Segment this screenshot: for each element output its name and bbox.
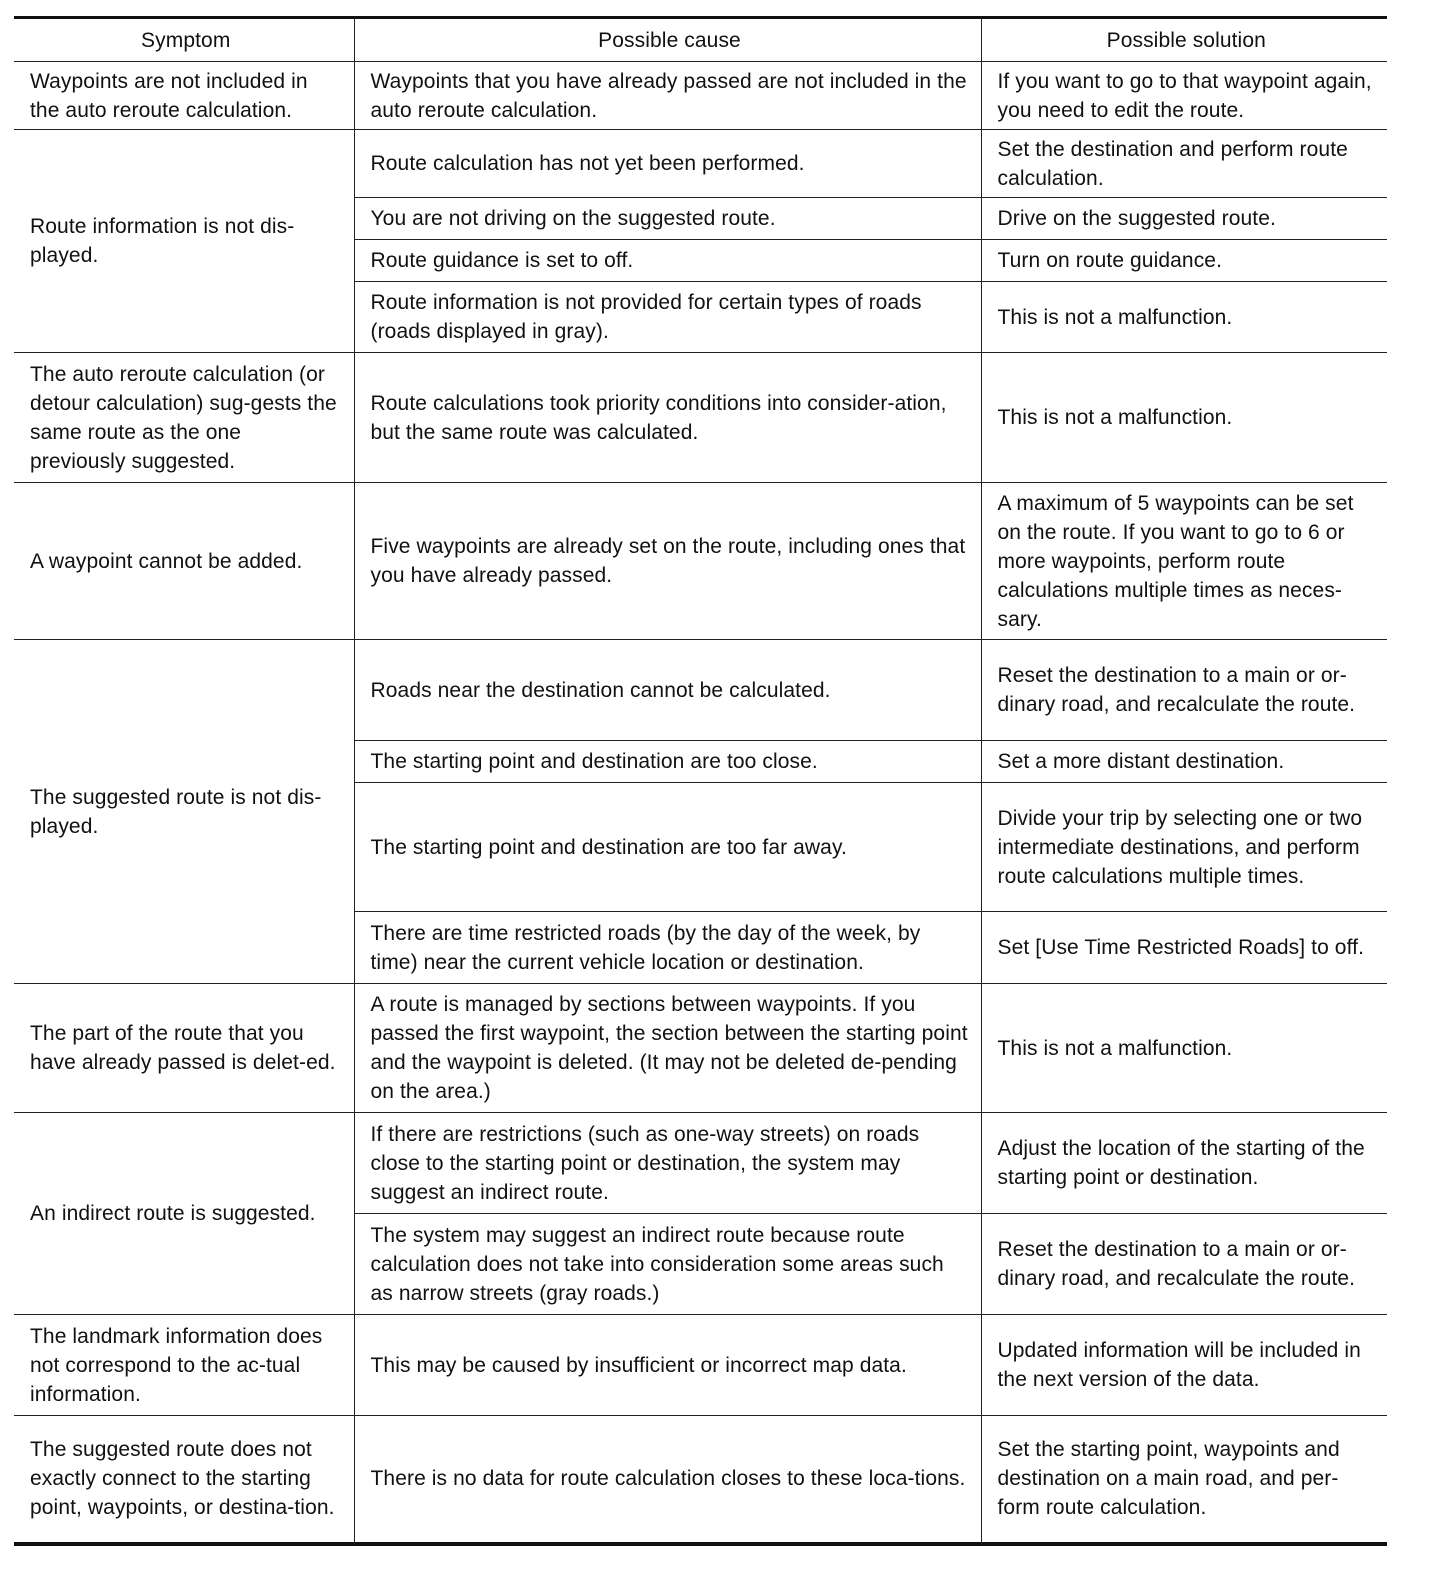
symptom-cell: Route information is not dis-played. — [14, 130, 354, 353]
cause-cell: Route information is not provided for certain types of roads (roads displayed in gray). — [354, 282, 981, 353]
solution-cell: Drive on the suggested route. — [981, 198, 1387, 240]
cause-cell: The starting point and destination are too far away. — [354, 783, 981, 912]
solution-cell: This is not a malfunction. — [981, 984, 1387, 1113]
cause-cell: If there are restrictions (such as one-way streets) on roads close to the starting point or destination, the system may suggest an indirect route. — [354, 1113, 981, 1214]
solution-cell: Set the destination and perform route calculation. — [981, 130, 1387, 198]
symptom-cell: The landmark information does not correspond to the ac-tual information. — [14, 1315, 354, 1416]
table-row — [14, 984, 1387, 1113]
table-row — [14, 62, 1387, 130]
solution-cell: Divide your trip by selecting one or two intermediate destinations, and perform route calculations multiple times. — [981, 783, 1387, 912]
troubleshooting-table — [14, 16, 1387, 1546]
cause-cell: This may be caused by insufficient or incorrect map data. — [354, 1315, 981, 1416]
symptom-cell: The suggested route does not exactly connect to the starting point, waypoints, or destina-tion. — [14, 1416, 354, 1544]
cause-cell: The system may suggest an indirect route because route calculation does not take into consideration some areas such as narrow streets (gray roads.) — [354, 1214, 981, 1315]
header-symptom: Symptom — [14, 18, 354, 62]
table-row — [14, 1416, 1387, 1544]
symptom-cell: The part of the route that you have already passed is delet-ed. — [14, 984, 354, 1113]
cause-cell: Waypoints that you have already passed are not included in the auto reroute calculation. — [354, 62, 981, 130]
symptom-cell: The auto reroute calculation (or detour calculation) sug-gests the same route as the one previously suggested. — [14, 353, 354, 483]
solution-cell: Adjust the location of the starting of the starting point or destination. — [981, 1113, 1387, 1214]
cause-cell: There are time restricted roads (by the day of the week, by time) near the current vehicle location or destination. — [354, 912, 981, 984]
cause-cell: A route is managed by sections between waypoints. If you passed the first waypoint, the section between the starting point and the waypoint is deleted. (It may not be deleted de-pending on the area.) — [354, 984, 981, 1113]
table-row — [14, 1113, 1387, 1214]
table-row — [14, 483, 1387, 640]
cause-cell: Five waypoints are already set on the route, including ones that you have already passed. — [354, 483, 981, 640]
table-row — [14, 130, 1387, 198]
solution-cell: Updated information will be included in the next version of the data. — [981, 1315, 1387, 1416]
solution-cell: This is not a malfunction. — [981, 353, 1387, 483]
header-row — [14, 18, 1387, 62]
solution-cell: If you want to go to that waypoint again, you need to edit the route. — [981, 62, 1387, 130]
table-row — [14, 640, 1387, 741]
table-row — [14, 353, 1387, 483]
cause-cell: Route calculation has not yet been performed. — [354, 130, 981, 198]
header-possible-cause: Possible cause — [354, 18, 981, 62]
solution-cell: Turn on route guidance. — [981, 240, 1387, 282]
cause-cell: Roads near the destination cannot be calculated. — [354, 640, 981, 741]
solution-cell: A maximum of 5 waypoints can be set on the route. If you want to go to 6 or more waypoints, perform route calculations multiple times as neces-sary. — [981, 483, 1387, 640]
solution-cell: Set [Use Time Restricted Roads] to off. — [981, 912, 1387, 984]
cause-cell: Route calculations took priority conditions into consider-ation, but the same route was calculated. — [354, 353, 981, 483]
solution-cell: Set a more distant destination. — [981, 741, 1387, 783]
cause-cell: You are not driving on the suggested route. — [354, 198, 981, 240]
symptom-cell: A waypoint cannot be added. — [14, 483, 354, 640]
cause-cell: There is no data for route calculation closes to these loca-tions. — [354, 1416, 981, 1544]
solution-cell: Reset the destination to a main or or-dinary road, and recalculate the route. — [981, 1214, 1387, 1315]
symptom-cell: An indirect route is suggested. — [14, 1113, 354, 1315]
solution-cell: Reset the destination to a main or or-dinary road, and recalculate the route. — [981, 640, 1387, 741]
cause-cell: Route guidance is set to off. — [354, 240, 981, 282]
solution-cell: Set the starting point, waypoints and destination on a main road, and per-form route calculation. — [981, 1416, 1387, 1544]
cause-cell: The starting point and destination are too close. — [354, 741, 981, 783]
solution-cell: This is not a malfunction. — [981, 282, 1387, 353]
header-possible-solution: Possible solution — [981, 18, 1387, 62]
symptom-cell: The suggested route is not dis-played. — [14, 640, 354, 984]
table-row — [14, 1315, 1387, 1416]
symptom-cell: Waypoints are not included in the auto reroute calculation. — [14, 62, 354, 130]
